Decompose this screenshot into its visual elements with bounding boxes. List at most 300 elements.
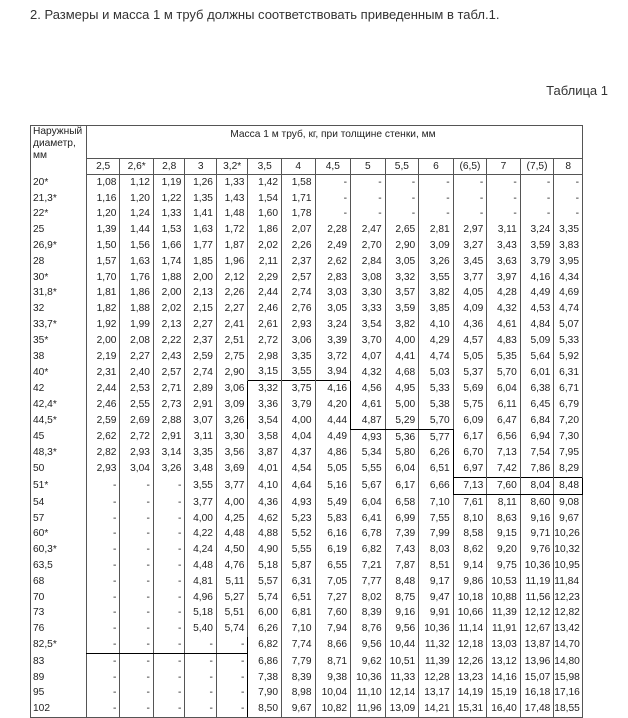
mass-cell: - [315, 175, 351, 191]
mass-cell: 5,18 [248, 558, 282, 574]
mass-cell: 2,90 [216, 365, 248, 381]
mass-cell: 2,12 [216, 270, 248, 286]
mass-cell: 5,16 [315, 478, 351, 495]
mass-cell: 3,07 [185, 413, 217, 429]
mass-cell: 7,60 [315, 606, 351, 622]
table-row [31, 511, 583, 527]
mass-cell: - [86, 686, 120, 702]
mass-cell: 5,23 [281, 511, 315, 527]
mass-cell: 7,43 [385, 542, 419, 558]
mass-cell: 12,12 [520, 606, 554, 622]
table-row [31, 222, 583, 238]
mass-cell: 1,85 [185, 254, 217, 270]
mass-cell: 4,00 [185, 511, 217, 527]
mass-cell: 1,50 [86, 238, 120, 254]
table-row [31, 637, 583, 653]
mass-cell: 4,93 [351, 429, 386, 445]
mass-cell: 3,24 [520, 222, 554, 238]
table-row [31, 207, 583, 223]
mass-cell: - [315, 207, 351, 223]
mass-cell: 7,10 [419, 494, 454, 510]
mass-cell: 5,55 [281, 542, 315, 558]
outer-diameter-cell: 70 [31, 590, 87, 606]
mass-cell: 7,61 [453, 494, 487, 510]
mass-cell: 7,86 [520, 461, 554, 477]
mass-cell: 5,80 [385, 446, 419, 462]
mass-cell: 12,18 [453, 637, 487, 653]
mass-cell: 3,97 [487, 270, 521, 286]
mass-cell: 3,33 [351, 301, 386, 317]
mass-cell: 7,54 [520, 446, 554, 462]
mass-cell: 10,26 [554, 527, 583, 543]
mass-cell: 6,94 [520, 429, 554, 445]
mass-cell: 14,80 [554, 653, 583, 669]
mass-cell: 4,36 [248, 494, 282, 510]
mass-cell: 1,88 [120, 301, 154, 317]
mass-cell: 4,50 [216, 542, 248, 558]
mass-cell: 4,41 [385, 349, 419, 365]
mass-cell: 4,56 [351, 381, 386, 397]
mass-cell: 1,76 [120, 270, 154, 286]
mass-cell: 9,91 [419, 606, 454, 622]
mass-cell: 3,32 [385, 270, 419, 286]
table-caption: Таблица 1 [546, 83, 608, 98]
mass-cell: 5,52 [281, 527, 315, 543]
mass-cell: 5,33 [554, 333, 583, 349]
outer-diameter-cell: 32 [31, 301, 87, 317]
mass-cell: 5,40 [185, 621, 217, 637]
mass-cell: 14,70 [554, 637, 583, 653]
mass-cell: 11,96 [351, 701, 386, 717]
mass-cell: 2,84 [351, 254, 386, 270]
mass-cell: 6,17 [385, 478, 419, 495]
mass-cell: 6,11 [487, 397, 521, 413]
outer-diameter-cell: 89 [31, 670, 87, 686]
mass-cell: 2,44 [248, 286, 282, 302]
mass-cell: 6,26 [419, 446, 454, 462]
mass-cell: 1,12 [120, 175, 154, 191]
mass-cell: 6,01 [520, 365, 554, 381]
mass-cell: 6,79 [554, 397, 583, 413]
mass-cell: - [120, 542, 154, 558]
mass-cell: 4,90 [248, 542, 282, 558]
outer-diameter-cell: 31,8* [31, 286, 87, 302]
mass-cell: 4,24 [185, 542, 217, 558]
mass-cell: 10,66 [453, 606, 487, 622]
mass-cell: 4,93 [281, 494, 315, 510]
mass-cell: 4,32 [351, 365, 386, 381]
mass-cell: 1,77 [185, 238, 217, 254]
mass-cell: 1,96 [216, 254, 248, 270]
mass-cell: - [86, 606, 120, 622]
outer-diameter-cell: 60* [31, 527, 87, 543]
mass-cell: 2,26 [281, 238, 315, 254]
mass-cell: 5,70 [487, 365, 521, 381]
outer-diameter-cell: 76 [31, 621, 87, 637]
wall-thickness-header: 3 [185, 159, 217, 175]
mass-cell: - [520, 207, 554, 223]
mass-cell: 9,47 [419, 590, 454, 606]
table-row [31, 349, 583, 365]
mass-cell: 4,83 [487, 333, 521, 349]
table-row [31, 365, 583, 381]
mass-cell: 3,24 [315, 317, 351, 333]
mass-cell: 1,54 [248, 191, 282, 207]
mass-cell: 7,60 [487, 478, 521, 495]
mass-cell: 3,39 [315, 333, 351, 349]
mass-cell: 3,94 [315, 365, 351, 381]
mass-cell: 5,33 [419, 381, 454, 397]
mass-cell: - [120, 590, 154, 606]
mass-cell: - [185, 701, 217, 717]
mass-cell: 1,63 [185, 222, 217, 238]
mass-cell: 9,56 [351, 637, 386, 653]
mass-cell: 9,38 [315, 670, 351, 686]
mass-cell: 3,79 [520, 254, 554, 270]
mass-cell: 8,39 [351, 606, 386, 622]
mass-cell: 3,58 [248, 429, 282, 445]
mass-cell: 10,36 [351, 670, 386, 686]
mass-cell: - [153, 494, 185, 510]
mass-cell: 6,38 [520, 381, 554, 397]
mass-cell: 1,48 [216, 207, 248, 223]
mass-cell: 3,56 [216, 446, 248, 462]
mass-cell: 4,10 [419, 317, 454, 333]
mass-cell: 4,96 [185, 590, 217, 606]
mass-cell: 4,64 [281, 478, 315, 495]
mass-cell: 6,04 [351, 494, 386, 510]
mass-cell: 15,07 [520, 670, 554, 686]
mass-cell: 5,74 [248, 590, 282, 606]
mass-cell: 2,59 [185, 349, 217, 365]
table-row [31, 461, 583, 477]
mass-cell: 3,83 [554, 238, 583, 254]
mass-cell: 8,10 [453, 511, 487, 527]
mass-cell: 2,75 [216, 349, 248, 365]
table-row [31, 333, 583, 349]
mass-cell: 4,22 [185, 527, 217, 543]
mass-cell: 4,95 [385, 381, 419, 397]
mass-cell: 17,48 [520, 701, 554, 717]
mass-cell: 2,88 [153, 413, 185, 429]
mass-cell: 1,22 [153, 191, 185, 207]
mass-cell: 2,31 [86, 365, 120, 381]
mass-cell: 9,20 [487, 542, 521, 558]
mass-cell: 6,19 [315, 542, 351, 558]
mass-cell: 10,32 [554, 542, 583, 558]
mass-cell: 1,71 [281, 191, 315, 207]
mass-cell: 5,29 [385, 413, 419, 429]
wall-thickness-header: 4 [281, 159, 315, 175]
table-row [31, 670, 583, 686]
mass-cell: - [216, 670, 248, 686]
mass-cell: 4,00 [385, 333, 419, 349]
wall-thickness-header: 6 [419, 159, 454, 175]
mass-cell: 3,45 [453, 254, 487, 270]
mass-cell: 6,16 [315, 527, 351, 543]
mass-cell: 3,82 [385, 317, 419, 333]
mass-cell: 1,43 [216, 191, 248, 207]
mass-cell: 1,08 [86, 175, 120, 191]
mass-cell: - [120, 606, 154, 622]
mass-cell: 1,24 [120, 207, 154, 223]
mass-cell: 1,63 [120, 254, 154, 270]
mass-cell: 7,13 [487, 446, 521, 462]
table-row [31, 686, 583, 702]
mass-cell: 17,16 [554, 686, 583, 702]
mass-cell: 2,07 [281, 222, 315, 238]
mass-cell: - [185, 686, 217, 702]
mass-cell: 12,67 [520, 621, 554, 637]
mass-cell: - [554, 207, 583, 223]
mass-cell: - [86, 542, 120, 558]
mass-cell: - [86, 494, 120, 510]
mass-cell: 6,17 [453, 429, 487, 445]
mass-cell: 5,34 [351, 446, 386, 462]
mass-cell: 2,46 [86, 397, 120, 413]
mass-cell: - [185, 637, 217, 653]
mass-cell: 6,70 [453, 446, 487, 462]
mass-cell: 10,18 [453, 590, 487, 606]
mass-cell: 10,82 [315, 701, 351, 717]
mass-cell: 6,51 [419, 461, 454, 477]
mass-cell: - [120, 574, 154, 590]
wall-thickness-header: 8 [554, 159, 583, 175]
mass-cell: - [520, 191, 554, 207]
mass-cell: 2,57 [153, 365, 185, 381]
table-row [31, 446, 583, 462]
mass-cell: - [351, 191, 386, 207]
mass-cell: 12,23 [554, 590, 583, 606]
wall-thickness-header: 4,5 [315, 159, 351, 175]
mass-cell: 1,78 [281, 207, 315, 223]
mass-cell: - [419, 207, 454, 223]
mass-cell: - [216, 686, 248, 702]
mass-cell: 3,36 [248, 397, 282, 413]
mass-cell: 9,62 [351, 653, 386, 669]
table-row [31, 317, 583, 333]
mass-cell: 7,99 [419, 527, 454, 543]
mass-cell: 2,43 [153, 349, 185, 365]
mass-cell: 14,21 [419, 701, 454, 717]
mass-cell: 4,29 [419, 333, 454, 349]
wall-thickness-header: 7 [487, 159, 521, 175]
table-row [31, 254, 583, 270]
mass-cell: 1,74 [153, 254, 185, 270]
mass-cell: 2,61 [248, 317, 282, 333]
mass-cell: 4,54 [281, 461, 315, 477]
mass-cell: 1,86 [120, 286, 154, 302]
table-row [31, 238, 583, 254]
mass-cell: 2,89 [185, 381, 217, 397]
mass-cell: 13,42 [554, 621, 583, 637]
mass-cell: 3,75 [281, 381, 315, 397]
mass-cell: - [351, 175, 386, 191]
mass-cell: 2,53 [120, 381, 154, 397]
table-row [31, 191, 583, 207]
table-row [31, 429, 583, 445]
mass-cell: 1,26 [185, 175, 217, 191]
wall-thickness-header: 5,5 [385, 159, 419, 175]
mass-cell: - [153, 701, 185, 717]
mass-cell: 4,32 [487, 301, 521, 317]
mass-cell: 2,11 [248, 254, 282, 270]
mass-cell: 3,35 [281, 349, 315, 365]
mass-cell: 9,16 [385, 606, 419, 622]
table-row [31, 621, 583, 637]
mass-cell: - [86, 511, 120, 527]
table-row [31, 413, 583, 429]
mass-cell: 5,74 [216, 621, 248, 637]
mass-cell: 7,94 [315, 621, 351, 637]
mass-cell: 6,66 [419, 478, 454, 495]
mass-cell: 2,29 [248, 270, 282, 286]
mass-cell: - [86, 574, 120, 590]
mass-cell: 3,26 [419, 254, 454, 270]
header-mass-per-meter: Масса 1 м труб, кг, при толщине стенки, мм [86, 126, 582, 159]
table-row [31, 590, 583, 606]
outer-diameter-cell: 83 [31, 653, 87, 669]
mass-cell: 3,30 [351, 286, 386, 302]
mass-cell: 12,26 [453, 653, 487, 669]
mass-cell: 16,18 [520, 686, 554, 702]
outer-diameter-cell: 60,3* [31, 542, 87, 558]
mass-cell: 3,03 [315, 286, 351, 302]
mass-cell: 8,63 [487, 511, 521, 527]
outer-diameter-cell: 40* [31, 365, 87, 381]
mass-cell: 5,87 [281, 558, 315, 574]
mass-cell: - [216, 637, 248, 653]
mass-cell: 2,27 [185, 317, 217, 333]
mass-cell: 8,60 [520, 494, 554, 510]
mass-cell: 6,26 [248, 621, 282, 637]
outer-diameter-cell: 102 [31, 701, 87, 717]
mass-cell: 9,75 [487, 558, 521, 574]
outer-diameter-cell: 68 [31, 574, 87, 590]
mass-cell: 4,05 [453, 286, 487, 302]
mass-cell: - [86, 527, 120, 543]
mass-cell: - [385, 191, 419, 207]
wall-thickness-row [31, 159, 583, 175]
mass-cell: - [153, 511, 185, 527]
mass-cell: 2,37 [185, 333, 217, 349]
wall-thickness-header: (7,5) [520, 159, 554, 175]
mass-cell: - [453, 175, 487, 191]
mass-cell: 4,69 [554, 286, 583, 302]
mass-cell: 8,48 [554, 478, 583, 495]
mass-cell: - [120, 686, 154, 702]
mass-cell: 2,97 [453, 222, 487, 238]
mass-cell: - [487, 191, 521, 207]
mass-cell: - [86, 637, 120, 653]
table-header-row [31, 126, 583, 159]
mass-cell: 5,05 [453, 349, 487, 365]
wall-thickness-header: 2,8 [153, 159, 185, 175]
mass-cell: 11,32 [419, 637, 454, 653]
mass-cell: 8,04 [520, 478, 554, 495]
mass-cell: - [419, 191, 454, 207]
outer-diameter-cell: 21,3* [31, 191, 87, 207]
mass-cell: 1,58 [281, 175, 315, 191]
mass-cell: 7,13 [453, 478, 487, 495]
mass-cell: 2,98 [248, 349, 282, 365]
mass-cell: 3,27 [453, 238, 487, 254]
wall-thickness-header: (6,5) [453, 159, 487, 175]
mass-cell: 8,50 [248, 701, 282, 717]
mass-cell: 5,11 [216, 574, 248, 590]
mass-cell: 5,18 [185, 606, 217, 622]
mass-cell: - [86, 558, 120, 574]
mass-cell: 6,31 [554, 365, 583, 381]
mass-cell: 2,00 [185, 270, 217, 286]
mass-cell: 1,35 [185, 191, 217, 207]
mass-cell: 6,09 [453, 413, 487, 429]
mass-cell: 1,33 [216, 175, 248, 191]
mass-cell: 10,04 [315, 686, 351, 702]
mass-cell: 6,04 [487, 381, 521, 397]
mass-cell: 4,86 [315, 446, 351, 462]
mass-cell: 2,46 [248, 301, 282, 317]
mass-cell: 4,20 [315, 397, 351, 413]
mass-cell: 2,91 [153, 429, 185, 445]
mass-cell: 13,96 [520, 653, 554, 669]
mass-cell: 12,28 [419, 670, 454, 686]
mass-cell: 3,48 [185, 461, 217, 477]
mass-cell: 3,77 [216, 478, 248, 495]
mass-cell: 3,09 [216, 397, 248, 413]
mass-cell: - [153, 542, 185, 558]
mass-cell: 3,77 [453, 270, 487, 286]
mass-cell: 5,75 [453, 397, 487, 413]
mass-cell: 3,11 [185, 429, 217, 445]
table-row [31, 558, 583, 574]
mass-cell: 7,79 [281, 653, 315, 669]
mass-cell: 4,28 [487, 286, 521, 302]
mass-cell: 5,55 [351, 461, 386, 477]
mass-cell: 7,10 [281, 621, 315, 637]
mass-cell: 6,58 [385, 494, 419, 510]
mass-cell: 4,61 [351, 397, 386, 413]
mass-cell: 3,77 [185, 494, 217, 510]
mass-cell: 4,16 [520, 270, 554, 286]
mass-cell: 3,06 [281, 333, 315, 349]
mass-cell: 2,02 [248, 238, 282, 254]
mass-cell: 6,97 [453, 461, 487, 477]
mass-cell: - [185, 670, 217, 686]
mass-cell: 11,14 [453, 621, 487, 637]
mass-cell: 11,56 [520, 590, 554, 606]
mass-cell: 4,44 [315, 413, 351, 429]
mass-cell: 7,77 [351, 574, 386, 590]
mass-cell: 1,82 [86, 301, 120, 317]
mass-cell: 11,91 [487, 621, 521, 637]
mass-cell: - [153, 574, 185, 590]
mass-cell: 5,07 [554, 317, 583, 333]
mass-cell: 4,49 [315, 429, 351, 445]
mass-cell: 2,91 [185, 397, 217, 413]
mass-cell: 5,05 [315, 461, 351, 477]
mass-cell: 10,36 [419, 621, 454, 637]
mass-cell: 2,72 [120, 429, 154, 445]
mass-cell: - [315, 191, 351, 207]
mass-cell: 2,73 [153, 397, 185, 413]
outer-diameter-cell: 20* [31, 175, 87, 191]
outer-diameter-cell: 42 [31, 381, 87, 397]
intro-text: 2. Размеры и масса 1 м труб должны соответствовать приведенным в табл.1. [30, 7, 500, 22]
mass-cell: 2,02 [153, 301, 185, 317]
table-row [31, 653, 583, 669]
mass-cell: 4,74 [554, 301, 583, 317]
